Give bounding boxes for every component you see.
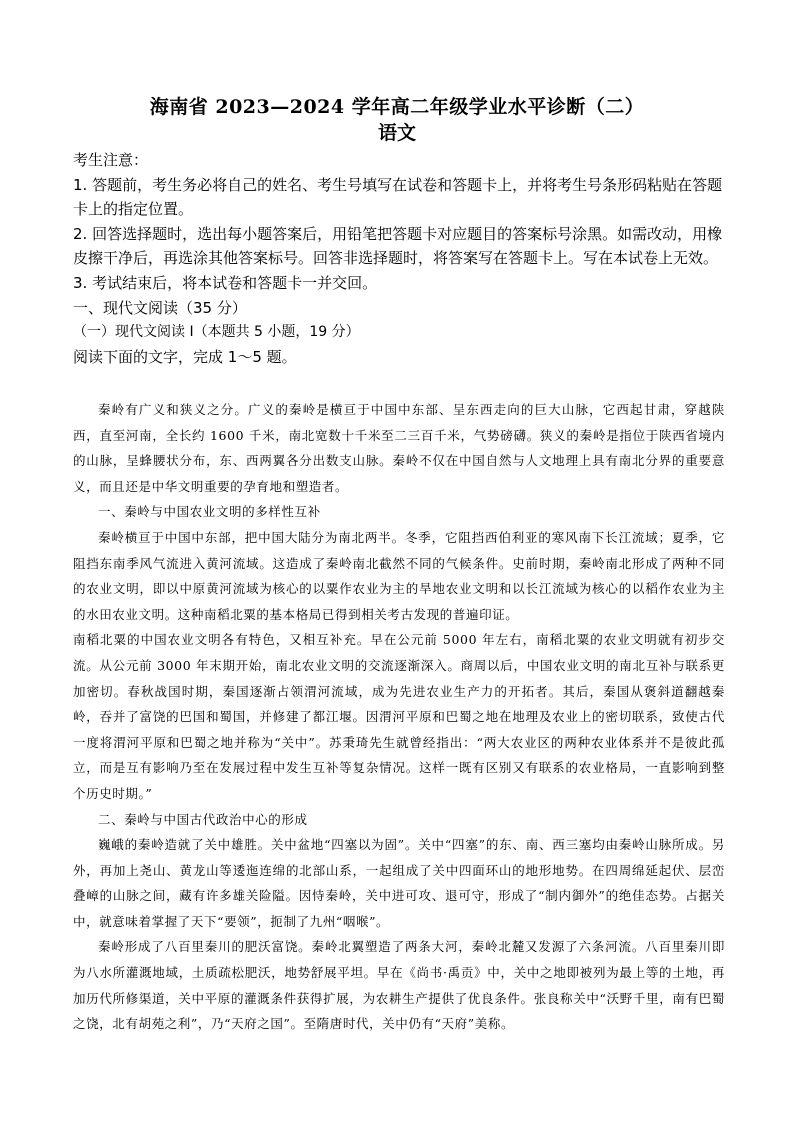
notice-item: 1. 答题前，考生务必将自己的姓名、考生号填写在试卷和答题卡上，并将考生号条形码粘贴在答题卡上的指定位置。 bbox=[73, 175, 723, 219]
reading-instruction: 阅读下面的文字，完成 1～5 题。 bbox=[73, 347, 297, 366]
article-subheading: 一、秦岭与中国农业文明的多样性互补 bbox=[98, 504, 321, 520]
exam-title: 海南省 2023—2024 学年高二年级学业水平诊断（二） bbox=[149, 96, 645, 118]
article-subheading: 二、秦岭与中国古代政治中心的形成 bbox=[98, 811, 308, 827]
notice-block bbox=[73, 148, 725, 369]
article-paragraph: 秦岭形成了八百里秦川的肥沃富饶。秦岭北翼塑造了两条大河，秦岭北麓又发源了六条河流。八百里秦川即为八水所灌溉地域，土质疏松肥沃，地势舒展平坦。早在《尚书·禹贡》中，关中之地即被列为最上等的土地，再加历代所修渠道，关中平原的灌溉条件获得扩展，为农耕生产提供了优良条件。张良称关中“沃野千里，南有巴蜀之饶，北有胡苑之利”，乃“天府之国”。至隋唐时代，关中仍有“天府”美称。 bbox=[73, 939, 725, 1032]
article-paragraph: 秦岭有广义和狭义之分。广义的秦岭是横亘于中国中东部、呈东西走向的巨大山脉，它西起甘肃，穿越陕西，直至河南，全长约 1600 千米，南北宽数十千米至二三百千米，气势磅礴。狭义的秦岭是指位于陕西省境内的山脉，呈蜂腰状分布，东、西两翼各分出数支山脉。秦岭不仅在中国自然与人文地理上具有南北分界的重要意义，而且还是中华文明重要的孕育地和塑造者。 bbox=[73, 402, 725, 494]
article-body bbox=[73, 397, 725, 1037]
notice-item: 3. 考试结束后，将本试卷和答题卡一并交回。 bbox=[73, 273, 378, 292]
notice-heading: 考生注意： bbox=[73, 151, 149, 169]
article-paragraph: 秦岭横亘于中国中东部，把中国大陆分为南北两半。冬季，它阻挡西伯利亚的寒风南下长江流域；夏季，它阻挡东南季风气流进入黄河流域。这造成了秦岭南北截然不同的气候条件。史前时期，秦岭南北形成了两种不同的农业文明，即以中原黄河流域为核心的以粟作农业为主的旱地农业文明和以长江流域为核心的以稻作农业为主的水田农业文明。这种南稻北粟的基本格局已得到相关考古发现的普遍印证。 bbox=[73, 529, 725, 622]
article-paragraph: 南稻北粟的中国农业文明各有特色，又相互补充。早在公元前 5000 年左右，南稻北粟的农业文明就有初步交流。从公元前 3000 年末期开始，南北农业文明的交流逐渐深入。商周以后，中国农业文明的南北互补与联系更加密切。春秋战国时期，秦国逐渐占领渭河流域，成为先进农业生产力的开拓者。其后，秦国从褒斜道翻越秦岭，吞并了富饶的巴国和蜀国，并修建了都江堰。因渭河平原和巴蜀之地在地理及农业上的密切联系，致使古代一度将渭河平原和巴蜀之地并称为“关中”。苏秉琦先生就曾经指出：“两大农业区的两种农业体系并不是彼此孤立，而是互有影响乃至在发展过程中发生互补等复杂情况。这样一既有区别又有联系的农业格局，一直影响到整个历史时期。” bbox=[73, 632, 725, 801]
part-title: 一、现代文阅读（35 分） bbox=[73, 298, 247, 317]
notice-item: 2. 回答选择题时，选出每小题答案后，用铅笔把答题卡对应题目的答案标号涂黑。如需改动，用橡皮擦干净后，再选涂其他答案标号。回答非选择题时，将答案写在答题卡上。写在本试卷上无效。 bbox=[73, 224, 723, 268]
subject-title: 语文 bbox=[377, 122, 416, 144]
sub-section-title: （一）现代文阅读 I（本题共 5 小题，19 分） bbox=[73, 324, 360, 341]
article-paragraph: 巍峨的秦岭造就了关中雄胜。关中盆地“四塞以为固”。关中“四塞”的东、南、西三塞均由秦岭山脉所成。另外，再加上尧山、黄龙山等逶迤连绵的北部山系，一起组成了关中四面环山的地形地势。在四周绵延起伏、层峦叠嶂的山脉之间，藏有许多雄关险隘。因恃秦岭，关中进可攻、退可守，形成了“制内御外”的绝佳态势。占据关中，就意味着掌握了天下“要领”，扼制了九州“咽喉”。 bbox=[73, 837, 725, 929]
